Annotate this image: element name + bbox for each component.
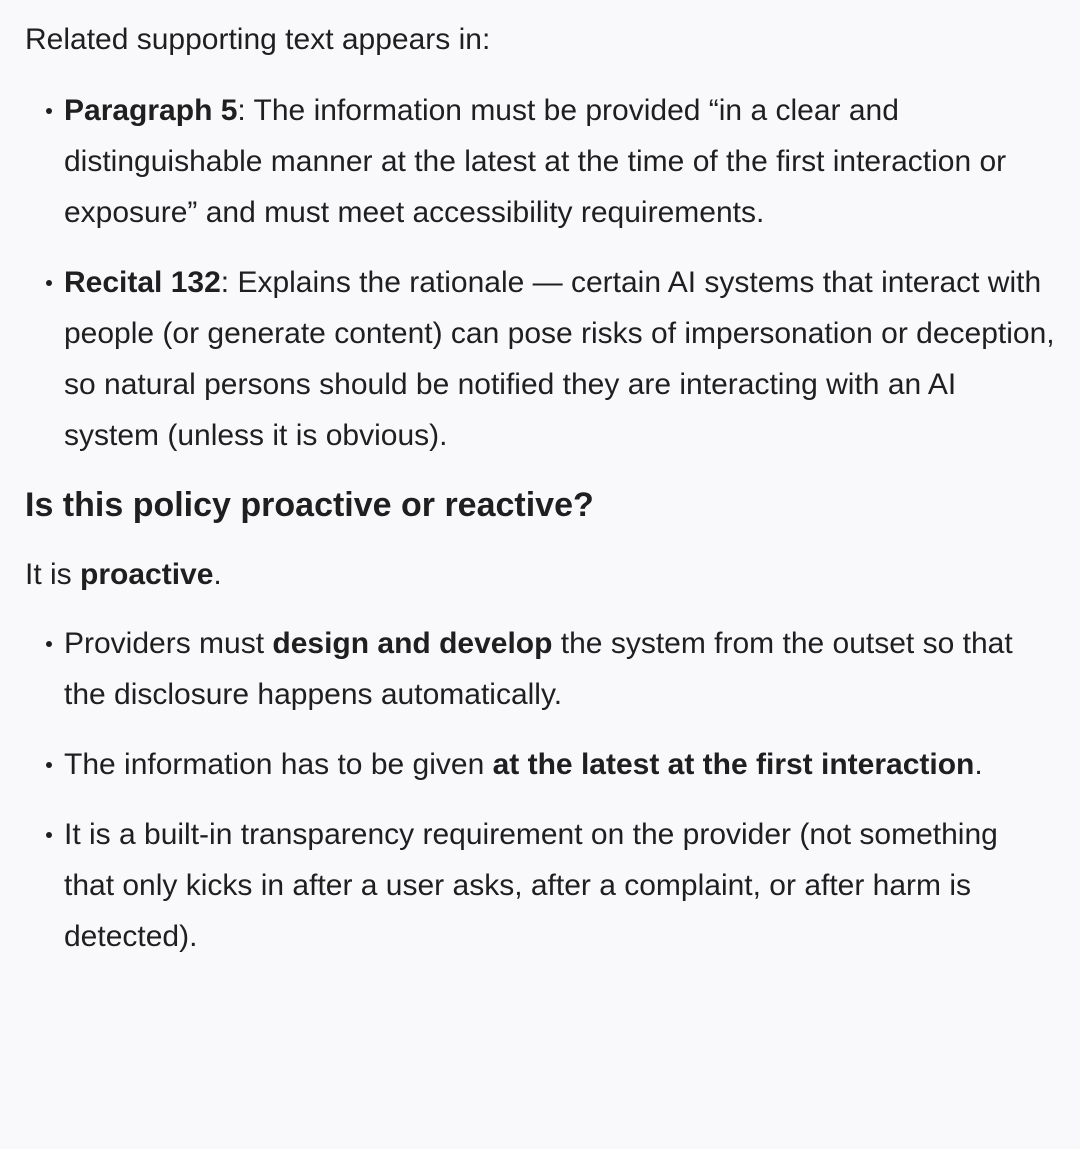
answer-text: It is proactive. <box>25 558 222 591</box>
list-item-term: Paragraph 5 <box>64 94 238 127</box>
list-item-text: : Explains the rationale — certain AI systems that interact with people (or generate content) can pose risks of impersonation or deception, so natural persons should be notified they are interacting with an AI system (unless it is obvious). <box>64 266 1055 452</box>
list-item-term: Recital 132 <box>64 266 221 299</box>
answer-bold: proactive <box>80 558 214 591</box>
supporting-text-list <box>25 85 1056 461</box>
list-item: It is a built-in transparency requirement on the provider (not something that only kicks in after a user asks, after a complaint, or after harm is detected). <box>25 809 1056 962</box>
list-item: Providers must design and develop the system from the outset so that the disclosure happens automatically. <box>25 618 1056 720</box>
list-item-bold: at the latest at the first interaction <box>492 748 975 781</box>
list-item <box>25 85 1056 238</box>
section-heading: Is this policy proactive or reactive? <box>25 486 594 524</box>
list-item-text: : The information must be provided “in a clear and distinguishable manner at the latest at the time of the first interaction or exposure” and must meet accessibility requirements. <box>64 94 1007 229</box>
list-item-bold: design and develop <box>272 627 553 660</box>
intro-text: Related supporting text appears in: <box>25 23 491 56</box>
list-item: The information has to be given at the latest at the first interaction. <box>25 739 1056 790</box>
reasons-list <box>25 618 1056 962</box>
list-item <box>25 257 1056 461</box>
